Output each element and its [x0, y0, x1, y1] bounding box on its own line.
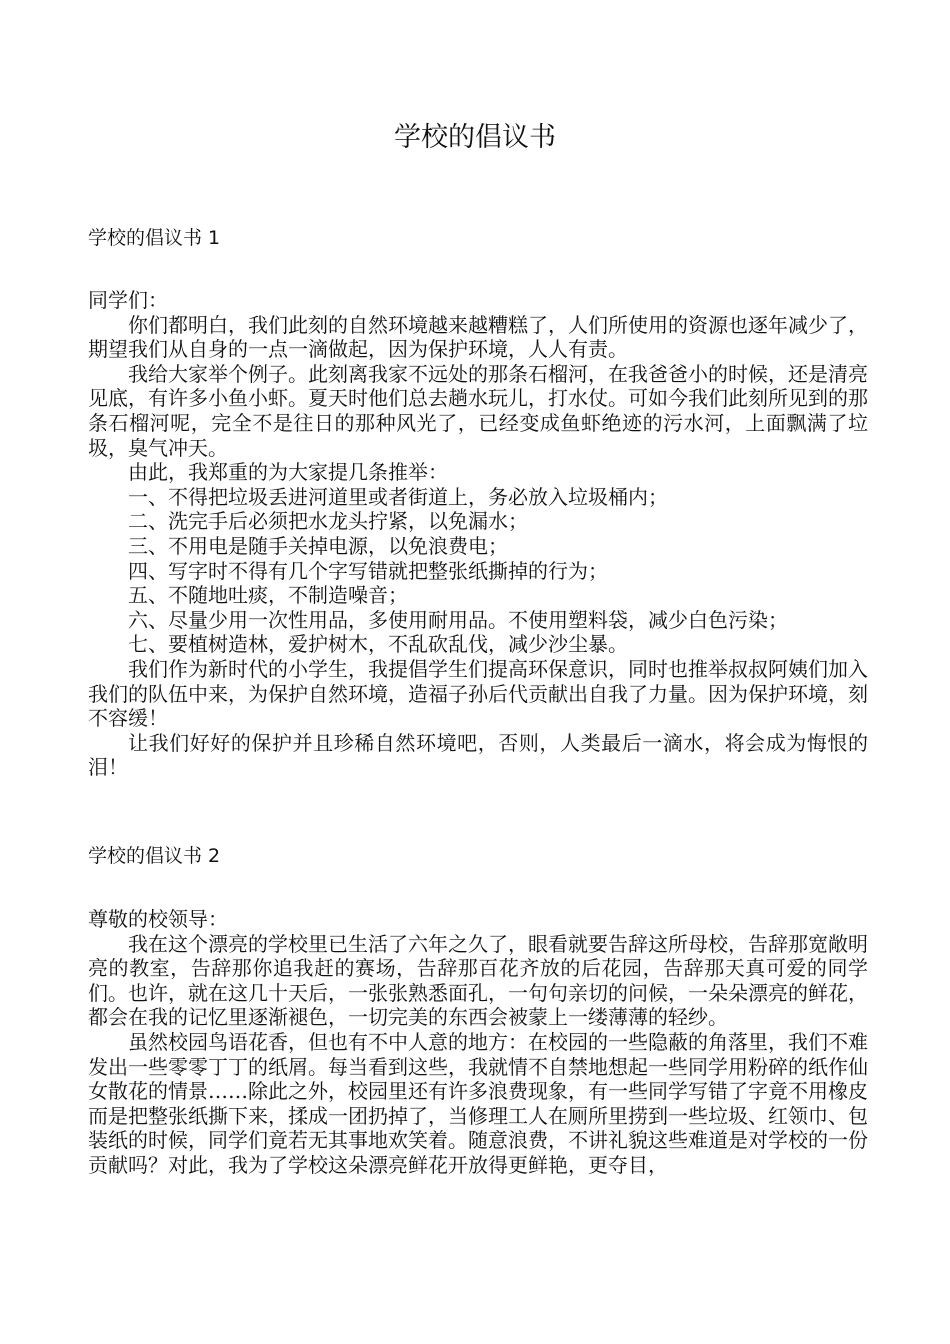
list-item: 一、不得把垃圾丢进河道里或者街道上，务必放入垃圾桶内；	[128, 484, 668, 509]
list-item: 二、洗完手后必须把水龙头拧紧，以免漏水；	[128, 509, 528, 534]
salutation: 同学们：	[88, 288, 168, 312]
list-item: 三、不用电是随手关掉电源，以免浪费电；	[128, 533, 508, 558]
paragraph: 我们作为新时代的小学生，我提倡学生们提高环保意识，同时也推举叔叔阿姨们加入我们的队伍中来，为保护自然环境，造福子孙后代贡献出自我了力量。因为保护环境，刻不容缓！	[88, 656, 868, 731]
paragraph: 你们都明白，我们此刻的自然环境越来越糟糕了，人们所使用的资源也逐年减少了，期望我们从自身的一点一滴做起，因为保护环境，人人有责。	[88, 312, 868, 362]
list-item: 四、写字时不得有几个字写错就把整张纸撕掉的行为；	[128, 558, 608, 583]
paragraph: 我给大家举个例子。此刻离我家不远处的那条石榴河，在我爸爸小的时候，还是清亮见底，有许多小鱼小虾。夏天时他们总去趟水玩儿，打水仗。可如今我们此刻所见到的那条石榴河呢，完全不是往日的那种风光了，已经变成鱼虾绝迹的污水河，上面飘满了垃圾，臭气冲天。	[88, 361, 868, 460]
document-title: 学校的倡议书	[394, 122, 556, 153]
paragraph: 由此，我郑重的为大家提几条推举：	[128, 460, 448, 485]
paragraph: 让我们好好的保护并且珍稀自然环境吧，否则，人类最后一滴水，将会成为悔恨的泪！	[88, 730, 868, 780]
paragraph: 虽然校园鸟语花香，但也有不中人意的地方：在校园的一些隐蔽的角落里，我们不难发出一些零零丁丁的纸屑。每当看到这些，我就情不自禁地想起一些同学用粉碎的纸作仙女散花的情景……除此之外，校园里还有许多浪费现象，有一些同学写错了字竟不用橡皮而是把整张纸撕下来，揉成一团扔掉了，当修理工人在厕所里捞到一些垃圾、红领巾、包装纸的时候，同学们竟若无其事地欢笑着。随意浪费，不讲礼貌这些难道是对学校的一份贡献吗？对此，我为了学校这朵漂亮鲜花开放得更鲜艳，更夺目，	[88, 1029, 868, 1177]
section-heading-1: 学校的倡议书 1	[88, 227, 221, 249]
list-item: 五、不随地吐痰，不制造噪音；	[128, 583, 408, 608]
section-body-2	[88, 907, 868, 1178]
salutation: 尊敬的校领导：	[88, 907, 228, 931]
list-item: 七、要植树造林，爱护树木，不乱砍乱伐，减少沙尘暴。	[128, 632, 628, 657]
paragraph: 我在这个漂亮的学校里已生活了六年之久了，眼看就要告辞这所母校，告辞那宽敞明亮的教室，告辞那你追我赶的赛场，告辞那百花齐放的后花园，告辞那天真可爱的同学们。也许，就在这几十天后，一张张熟悉面孔，一句句亲切的问候，一朵朵漂亮的鲜花，都会在我的记忆里逐渐褪色，一切完美的东西会被蒙上一缕薄薄的轻纱。	[88, 931, 868, 1030]
list-item: 六、尽量少用一次性用品，多使用耐用品。不使用塑料袋，减少白色污染；	[128, 607, 788, 632]
section-body-1	[88, 288, 868, 780]
section-heading-2: 学校的倡议书 2	[88, 845, 221, 867]
